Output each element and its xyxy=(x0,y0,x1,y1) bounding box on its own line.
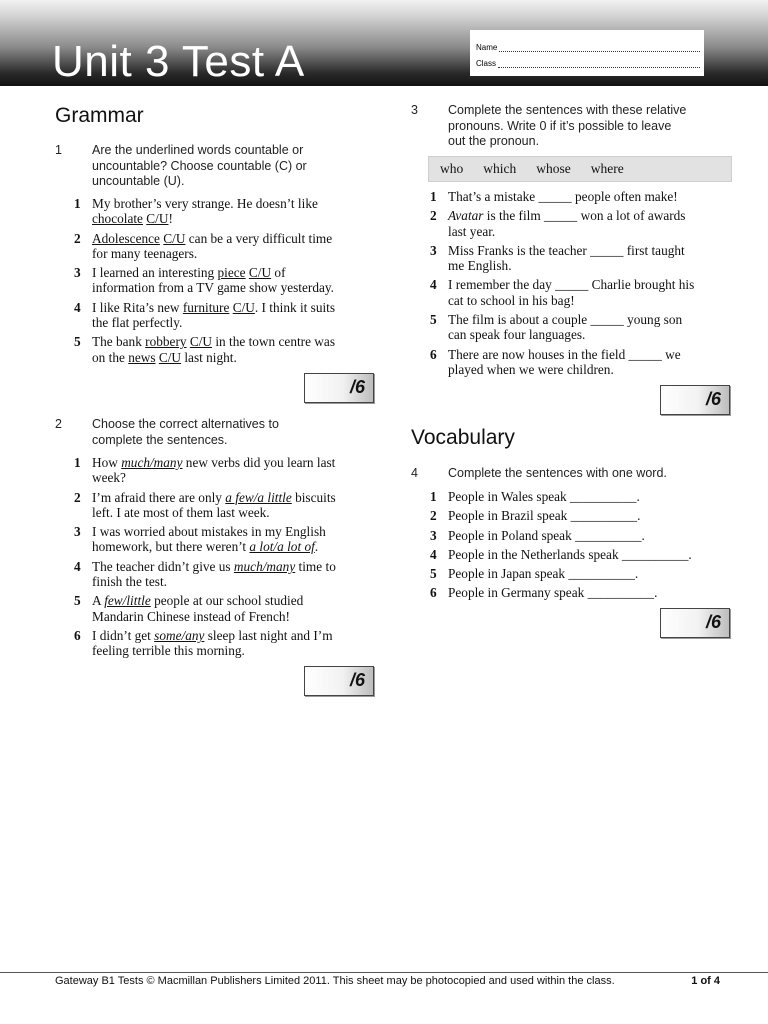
item-line xyxy=(448,528,730,543)
alternatives[interactable]: much/many xyxy=(121,455,183,470)
item-line xyxy=(448,224,730,239)
footer-divider xyxy=(0,972,768,973)
item-number: 4 xyxy=(74,558,81,574)
text: time to xyxy=(295,558,336,574)
text: The bank xyxy=(92,334,146,350)
text: for many teenagers. xyxy=(92,245,198,261)
item-number: 2 xyxy=(430,208,437,224)
text: Mandarin Chinese instead of French! xyxy=(92,608,290,624)
class-label: Class xyxy=(476,59,497,68)
item-line xyxy=(92,574,364,589)
item-line xyxy=(92,315,364,330)
q2-item-2[interactable] xyxy=(74,490,364,521)
item-line xyxy=(448,208,730,223)
item-line xyxy=(92,524,364,539)
text: I remember the day _____ Charlie brought his xyxy=(448,277,695,293)
word-option: which xyxy=(483,161,517,176)
underlined-word: C/U xyxy=(248,265,272,281)
item-number: 4 xyxy=(74,299,81,315)
instruction-line: Complete the sentences with one word. xyxy=(448,466,667,480)
text: A xyxy=(92,593,105,609)
item-line xyxy=(92,196,364,211)
text: information from a TV game show yesterday. xyxy=(92,280,334,296)
text: People in Brazil speak __________. xyxy=(448,508,641,524)
item-number: 6 xyxy=(430,585,437,601)
item-line xyxy=(448,585,730,600)
q2-item-6[interactable] xyxy=(74,628,364,659)
text: is the film _____ won a lot of awards xyxy=(483,208,686,224)
q1-item-4[interactable] xyxy=(74,300,364,331)
item-line xyxy=(448,258,730,273)
text: I’m afraid there are only xyxy=(92,489,226,505)
text: I didn’t get xyxy=(92,627,155,643)
word-option: whose xyxy=(536,161,571,176)
item-number: 5 xyxy=(430,566,437,582)
item-line xyxy=(92,470,364,485)
q2-item-1[interactable] xyxy=(74,455,364,486)
name-label: Name xyxy=(476,43,498,52)
item-number: 3 xyxy=(74,265,81,281)
item-number: 6 xyxy=(74,627,81,643)
item-line xyxy=(448,243,730,258)
q4-item-3[interactable] xyxy=(430,528,730,543)
q3-item-list xyxy=(430,189,730,381)
grammar-heading: Grammar xyxy=(55,104,144,127)
footer-copyright: Gateway B1 Tests © Macmillan Publishers Limited 2011. This sheet may be photocopied and used within the class. xyxy=(55,975,615,987)
item-line xyxy=(92,265,364,280)
q4-item-5[interactable] xyxy=(430,566,730,581)
italic-title: Avatar xyxy=(448,208,484,224)
text: The teacher didn’t give us xyxy=(92,558,234,574)
item-line xyxy=(92,539,364,554)
q2-item-5[interactable] xyxy=(74,593,364,624)
underlined-word: C/U xyxy=(158,349,182,365)
item-number: 5 xyxy=(430,312,437,328)
q3-number: 3 xyxy=(411,103,418,117)
q4-item-2[interactable] xyxy=(430,508,730,523)
item-number: 4 xyxy=(430,277,437,293)
item-line xyxy=(92,231,364,246)
underlined-word: robbery xyxy=(145,334,187,350)
q3-item-2[interactable] xyxy=(430,208,730,239)
instruction-line: Choose the correct alternatives to xyxy=(92,417,279,431)
q3-score-box xyxy=(660,385,730,415)
item-line xyxy=(92,559,364,574)
text: of xyxy=(271,265,286,281)
page-number: 1 of 4 xyxy=(691,975,720,987)
item-line xyxy=(92,505,364,520)
q4-item-1[interactable] xyxy=(430,489,730,504)
text: My brother’s very strange. He doesn’t like xyxy=(92,196,318,211)
item-line xyxy=(92,211,364,226)
item-line xyxy=(92,455,364,470)
text: There are now houses in the field _____ we xyxy=(448,346,681,362)
q3-instruction-text xyxy=(448,103,686,150)
item-number: 2 xyxy=(74,489,81,505)
text: homework, but there weren’t xyxy=(92,539,250,555)
text: can speak four languages. xyxy=(448,327,586,343)
item-line xyxy=(448,277,730,292)
q3-item-4[interactable] xyxy=(430,277,730,308)
item-line xyxy=(92,350,364,365)
text: left. I ate most of them last week. xyxy=(92,504,270,520)
q1-item-5[interactable] xyxy=(74,334,364,365)
item-number: 1 xyxy=(74,455,81,470)
item-number: 1 xyxy=(430,489,437,504)
item-line xyxy=(92,609,364,624)
item-number: 6 xyxy=(430,346,437,362)
text: cat to school in his bag! xyxy=(448,292,575,308)
text: last night. xyxy=(181,349,237,365)
underlined-word: C/U xyxy=(146,211,169,227)
item-number: 3 xyxy=(430,527,437,543)
text: . I think it suits xyxy=(254,299,336,315)
item-line xyxy=(448,362,730,377)
item-line xyxy=(92,246,364,261)
item-line xyxy=(92,643,364,658)
q4-item-list xyxy=(430,489,730,605)
text: . xyxy=(314,539,319,555)
q3-word-box xyxy=(428,156,732,182)
underlined-word: C/U xyxy=(189,334,213,350)
item-number: 3 xyxy=(74,524,81,540)
item-number: 4 xyxy=(430,546,437,562)
text: new verbs did you learn last xyxy=(182,455,336,470)
alternatives[interactable]: a few/a little xyxy=(225,489,292,505)
underlined-word: furniture xyxy=(182,299,230,315)
item-number: 3 xyxy=(430,242,437,258)
text: I learned an interesting xyxy=(92,265,218,281)
item-line xyxy=(92,593,364,608)
item-number: 1 xyxy=(74,196,81,211)
item-number: 2 xyxy=(430,508,437,524)
text: I like Rita’s new xyxy=(92,299,183,315)
q4-score-box xyxy=(660,608,730,638)
text: feeling terrible this morning. xyxy=(92,643,245,659)
text: the flat perfectly. xyxy=(92,315,183,331)
instruction-line: complete the sentences. xyxy=(92,432,228,447)
item-line xyxy=(448,189,730,204)
q4-score: /6 xyxy=(705,612,721,632)
class-field[interactable] xyxy=(476,56,700,68)
text: me English. xyxy=(448,258,512,274)
text: I was worried about mistakes in my English xyxy=(92,524,326,540)
text: in the town centre was xyxy=(212,334,335,350)
q2-item-3[interactable] xyxy=(74,524,364,555)
instruction-line: out the pronoun. xyxy=(448,134,540,148)
text: people at our school studied xyxy=(150,593,304,609)
text: How xyxy=(92,455,122,470)
item-line xyxy=(448,547,730,562)
text: People in Wales speak __________. xyxy=(448,489,640,504)
instruction-line: Complete the sentences with these relative xyxy=(448,103,687,117)
q2-item-list xyxy=(74,455,364,663)
item-line xyxy=(92,300,364,315)
q4-number: 4 xyxy=(411,466,418,480)
item-line xyxy=(448,312,730,327)
instruction-line: uncountable (U). xyxy=(92,174,185,188)
underlined-word: Adolescence xyxy=(92,230,160,246)
alternatives[interactable]: a lot/a lot of xyxy=(249,539,315,555)
q1-score-box xyxy=(304,373,374,403)
text: on the xyxy=(92,349,129,365)
text: Miss Franks is the teacher _____ first taught xyxy=(448,242,685,258)
q3-item-5[interactable] xyxy=(430,312,730,343)
underlined-word: news xyxy=(128,349,156,365)
item-number: 2 xyxy=(74,230,81,246)
q3-score: /6 xyxy=(705,389,721,409)
q1-item-1[interactable] xyxy=(74,196,364,227)
text: ! xyxy=(168,211,173,227)
text: finish the test. xyxy=(92,574,167,590)
q2-instruction-text xyxy=(92,417,279,448)
alternatives[interactable]: few/little xyxy=(104,593,151,609)
header-banner xyxy=(0,0,768,86)
item-line xyxy=(92,628,364,643)
q4-item-6[interactable] xyxy=(430,585,730,600)
item-line xyxy=(92,334,364,349)
item-number: 1 xyxy=(430,189,437,204)
q2-item-4[interactable] xyxy=(74,559,364,590)
name-class-box xyxy=(470,30,704,76)
text: People in the Netherlands speak __________. xyxy=(448,546,692,562)
q3-item-6[interactable] xyxy=(430,347,730,378)
text: week? xyxy=(92,470,126,486)
underlined-word: C/U xyxy=(232,299,255,315)
item-line xyxy=(448,347,730,362)
q1-number: 1 xyxy=(55,143,62,157)
item-line xyxy=(448,489,730,504)
item-line xyxy=(92,280,364,295)
q2-number: 2 xyxy=(55,417,62,431)
q1-score: /6 xyxy=(349,377,365,397)
alternatives[interactable]: some/any xyxy=(154,627,205,643)
q3-item-1[interactable] xyxy=(430,189,730,204)
instruction-line: Are the underlined words countable or xyxy=(92,143,304,157)
text: sleep last night and I’m xyxy=(204,627,333,643)
instruction-line: pronouns. Write 0 if it’s possible to leave xyxy=(448,118,672,133)
text: last year. xyxy=(448,223,496,239)
item-line xyxy=(448,508,730,523)
word-option: where xyxy=(590,161,624,176)
q4-item-4[interactable] xyxy=(430,547,730,562)
page-title: Unit 3 Test A xyxy=(52,37,305,86)
q2-score: /6 xyxy=(349,670,365,690)
item-number: 5 xyxy=(74,593,81,609)
text: biscuits xyxy=(291,489,336,505)
underlined-word: C/U xyxy=(163,230,186,246)
text: The film is about a couple _____ young son xyxy=(448,312,683,328)
text: People in Japan speak __________. xyxy=(448,566,639,582)
item-line xyxy=(92,490,364,505)
q1-item-3[interactable] xyxy=(74,265,364,296)
item-line xyxy=(448,293,730,308)
vocabulary-heading: Vocabulary xyxy=(411,426,515,449)
instruction-line: uncountable? Choose countable (C) or xyxy=(92,158,307,173)
word-option: who xyxy=(440,161,464,176)
text: People in Poland speak __________. xyxy=(448,527,645,543)
item-number: 5 xyxy=(74,334,81,350)
alternatives[interactable]: much/many xyxy=(233,558,296,574)
underlined-word: chocolate xyxy=(92,211,143,227)
text: can be a very difficult time xyxy=(185,230,333,246)
name-field[interactable] xyxy=(476,40,700,52)
q1-instruction-text xyxy=(92,143,307,190)
item-line xyxy=(448,327,730,342)
text: People in Germany speak __________. xyxy=(448,585,658,601)
text: That’s a mistake _____ people often make! xyxy=(448,189,678,204)
q4-instruction-text xyxy=(448,466,667,482)
underlined-word: piece xyxy=(217,265,246,281)
q1-item-list xyxy=(74,196,364,369)
text: played when we were children. xyxy=(448,361,614,377)
item-line xyxy=(448,566,730,581)
q1-item-2[interactable] xyxy=(74,231,364,262)
q3-item-3[interactable] xyxy=(430,243,730,274)
q2-score-box xyxy=(304,666,374,696)
